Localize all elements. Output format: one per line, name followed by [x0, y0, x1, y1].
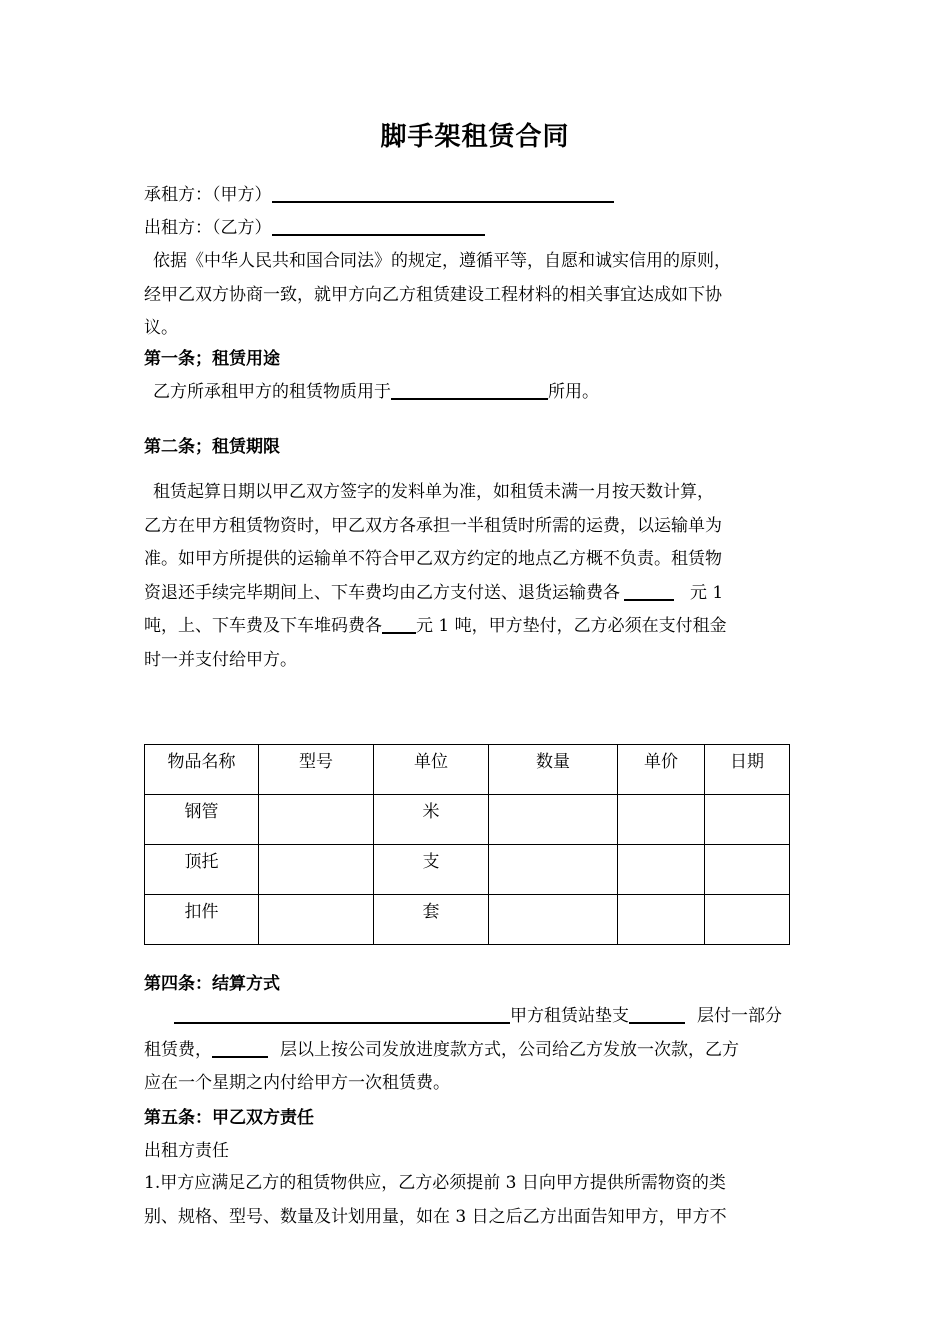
table-cell[interactable]: [259, 895, 374, 945]
transport-fee-blank[interactable]: [624, 581, 674, 601]
table-cell[interactable]: [489, 795, 618, 845]
table-row: [145, 895, 790, 945]
intro-line: 经甲乙双方协商一致，就甲方向乙方租赁建设工程材料的相关事宜达成如下协: [144, 284, 722, 305]
article4-line1b: 层付一部分: [697, 1006, 782, 1026]
article4-line1a: 甲方租赁站垫支: [510, 1006, 629, 1026]
article5-line: 1.甲方应满足乙方的租赁物供应，乙方必须提前 3 日向甲方提供所需物资的类: [144, 1173, 726, 1193]
article2-line: 时一并支付给甲方。: [144, 649, 297, 670]
article4-line: 应在一个星期之内付给甲方一次租赁费。: [144, 1073, 450, 1093]
table-header-cell: 日期: [705, 745, 790, 795]
article1-text: [144, 380, 599, 403]
table-header-cell: 物品名称: [145, 745, 259, 795]
goods-table: [144, 744, 790, 945]
article2-line: 准。如甲方所提供的运输单不符合甲乙双方约定的地点乙方概不负责。租赁物: [144, 549, 722, 569]
table-cell[interactable]: [705, 795, 790, 845]
table-cell[interactable]: [618, 795, 705, 845]
settlement-blank[interactable]: [174, 1004, 510, 1024]
lessor-line: [144, 216, 485, 239]
article2-heading: 第二条；租赁期限: [144, 437, 280, 457]
article2-line4a: 资退还手续完毕期间上、下车费均由乙方支付送、退货运输费各: [144, 582, 620, 603]
table-cell: 套: [374, 895, 489, 945]
floor-count-blank[interactable]: [629, 1004, 685, 1024]
article2-line: 租赁起算日期以甲乙双方签字的发料单为准，如租赁未满一月按天数计算，: [153, 482, 714, 502]
lessee-line: [144, 183, 614, 206]
lessee-blank[interactable]: [272, 183, 614, 203]
lessor-blank[interactable]: [272, 216, 485, 236]
table-header-cell: 数量: [489, 745, 618, 795]
table-cell[interactable]: [705, 845, 790, 895]
lessor-label: 出租方：（乙方）: [144, 218, 272, 238]
article2-line5b: 元 1 吨，甲方垫付，乙方必须在支付租金: [416, 616, 727, 636]
floor-threshold-blank[interactable]: [212, 1038, 268, 1058]
article5-heading: 第五条：甲乙双方责任: [144, 1108, 314, 1128]
table-header-cell: 单价: [618, 745, 705, 795]
article2-paragraph: [144, 476, 810, 677]
table-row: [145, 795, 790, 845]
article4-paragraph: [144, 1000, 810, 1101]
table-cell: 钢管: [145, 795, 259, 845]
lessee-label: 承租方：（甲方）: [144, 185, 272, 205]
article5-subheading: 出租方责任: [144, 1141, 229, 1161]
table-cell[interactable]: [489, 895, 618, 945]
article4-heading: 第四条：结算方式: [144, 974, 280, 994]
article2-line5a: 吨，上、下车费及下车堆码费各: [144, 616, 382, 636]
article4-line: [144, 1000, 810, 1034]
table-cell[interactable]: [489, 845, 618, 895]
table-cell: 扣件: [145, 895, 259, 945]
article5-line: 别、规格、型号、数量及计划用量，如在 3 日之后乙方出面告知甲方，甲方不: [144, 1206, 727, 1227]
article1-text-before: 乙方所承租甲方的租赁物质用于: [153, 382, 391, 402]
article2-line: [144, 610, 810, 644]
table-header-cell: 单位: [374, 745, 489, 795]
table-header-row: [145, 745, 790, 795]
table-cell[interactable]: [259, 795, 374, 845]
loading-fee-blank[interactable]: [382, 614, 416, 634]
intro-line: 议。: [144, 318, 178, 338]
table-cell[interactable]: [618, 895, 705, 945]
article2-line4b: 元 1: [690, 582, 724, 603]
table-header-cell: 型号: [259, 745, 374, 795]
article1-heading: 第一条；租赁用途: [144, 349, 280, 369]
usage-blank[interactable]: [391, 380, 548, 400]
article4-line: [144, 1034, 810, 1068]
article4-line2a: 租赁费，: [144, 1039, 212, 1060]
table-cell: 米: [374, 795, 489, 845]
table-cell[interactable]: [259, 845, 374, 895]
article2-line: 乙方在甲方租赁物资时，甲乙双方各承担一半租赁时所需的运费，以运输单为: [144, 515, 722, 536]
table-row: [145, 845, 790, 895]
article5-paragraph: [144, 1167, 810, 1234]
article4-line2b: 层以上按公司发放进度款方式，公司给乙方发放一次款，乙方: [280, 1039, 739, 1060]
table-cell[interactable]: [705, 895, 790, 945]
document-title: 脚手架租赁合同: [380, 122, 570, 152]
article1-text-after: 所用。: [548, 382, 599, 402]
intro-paragraph: [144, 245, 810, 346]
table-cell[interactable]: [618, 845, 705, 895]
intro-line: 依据《中华人民共和国合同法》的规定，遵循平等，自愿和诚实信用的原则，: [153, 251, 731, 271]
table-cell: 支: [374, 845, 489, 895]
table-cell: 顶托: [145, 845, 259, 895]
article2-line: [144, 577, 810, 611]
